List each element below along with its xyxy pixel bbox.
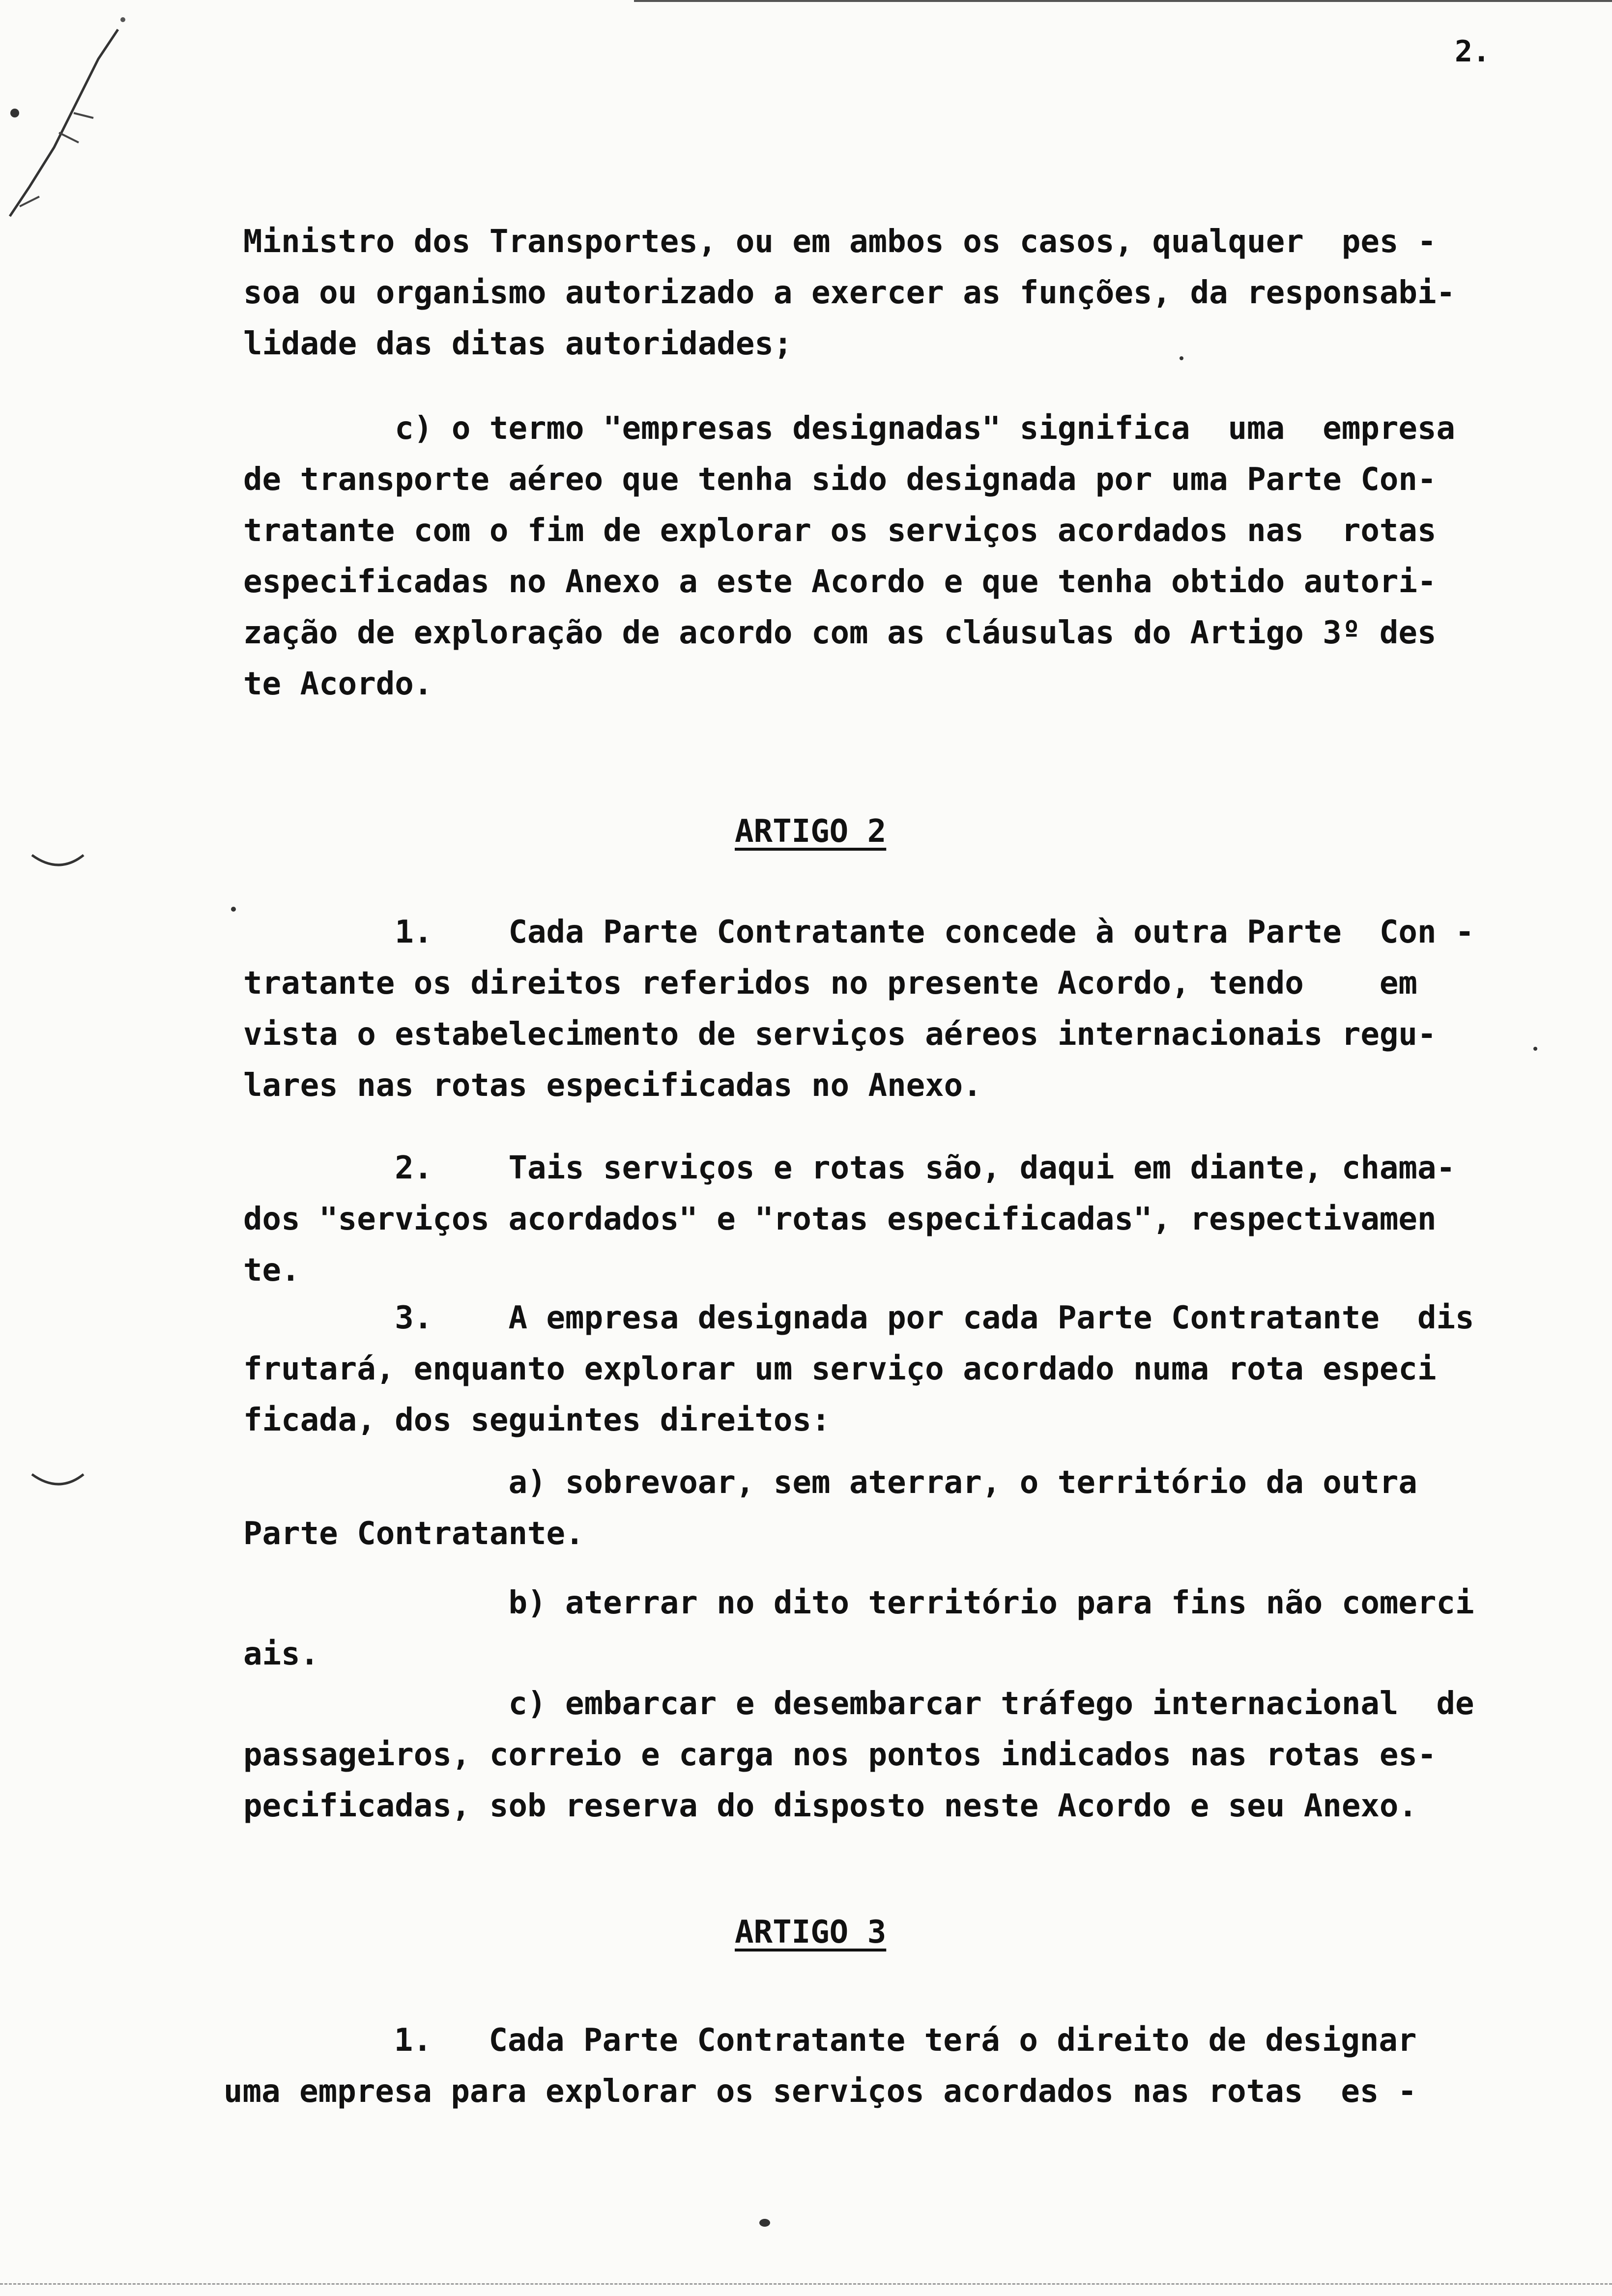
ink-dot — [1533, 1047, 1537, 1051]
ink-dot — [759, 2219, 770, 2227]
corner-scribble-icon — [0, 0, 147, 236]
artigo-3-item-1: 1. Cada Parte Contratante terá o direito de designar uma empresa para explorar os serviços acordados nas rotas es - — [224, 2022, 1417, 2110]
page-number: 2. — [1455, 34, 1491, 69]
ink-dot — [231, 907, 236, 912]
artigo-2-item-3a: a) sobrevoar, sem aterrar, o território da outra Parte Contratante. — [243, 1464, 1417, 1552]
artigo-2-item-3: 3. A empresa designada por cada Parte Contratante dis frutará, enquanto explorar um serviço acordado numa rota especi ficada, dos seguintes direitos: — [243, 1300, 1474, 1438]
left-margin-tick-icon — [29, 845, 88, 875]
left-margin-tick-icon — [29, 1464, 88, 1494]
heading-artigo-3: ARTIGO 3 — [735, 1914, 887, 1951]
paragraph-c-empresas-designadas: c) o termo "empresas designadas" significa uma empresa de transporte aéreo que tenha sido designada por uma Parte Con- tratante com o fim de explorar os serviços acordados nas rotas especificadas no Anexo a este Acordo e que tenha obtido autori- zação de exploração de acordo com as cláusulas do Artigo 3º des te Acordo. — [243, 410, 1455, 702]
artigo-2-item-1: 1. Cada Parte Contratante concede à outra Parte Con - tratante os direitos referidos no presente Acordo, tendo em vista o estabelecimento de serviços aéreos internacionais regu- lares nas rotas especificadas no Anexo. — [243, 914, 1474, 1104]
artigo-2-item-3b: b) aterrar no dito território para fins não comerci ais. — [243, 1585, 1474, 1672]
paragraph-ministro: Ministro dos Transportes, ou em ambos os casos, qualquer pes - soa ou organismo autorizado a exercer as funções, da responsabi- lidade das ditas autoridades; — [243, 224, 1455, 362]
top-edge-line — [634, 0, 1612, 2]
heading-artigo-2: ARTIGO 2 — [735, 813, 887, 850]
bottom-edge-line — [0, 2283, 1612, 2285]
artigo-2-item-2: 2. Tais serviços e rotas são, daqui em diante, chama- dos "serviços acordados" e "rotas especificadas", respectivamen te. — [243, 1150, 1455, 1289]
artigo-2-item-3c: c) embarcar e desembarcar tráfego internacional de passageiros, correio e carga nos pontos indicados nas rotas es- pecificadas, sob reserva do disposto neste Acordo e seu Anexo. — [243, 1686, 1474, 1824]
